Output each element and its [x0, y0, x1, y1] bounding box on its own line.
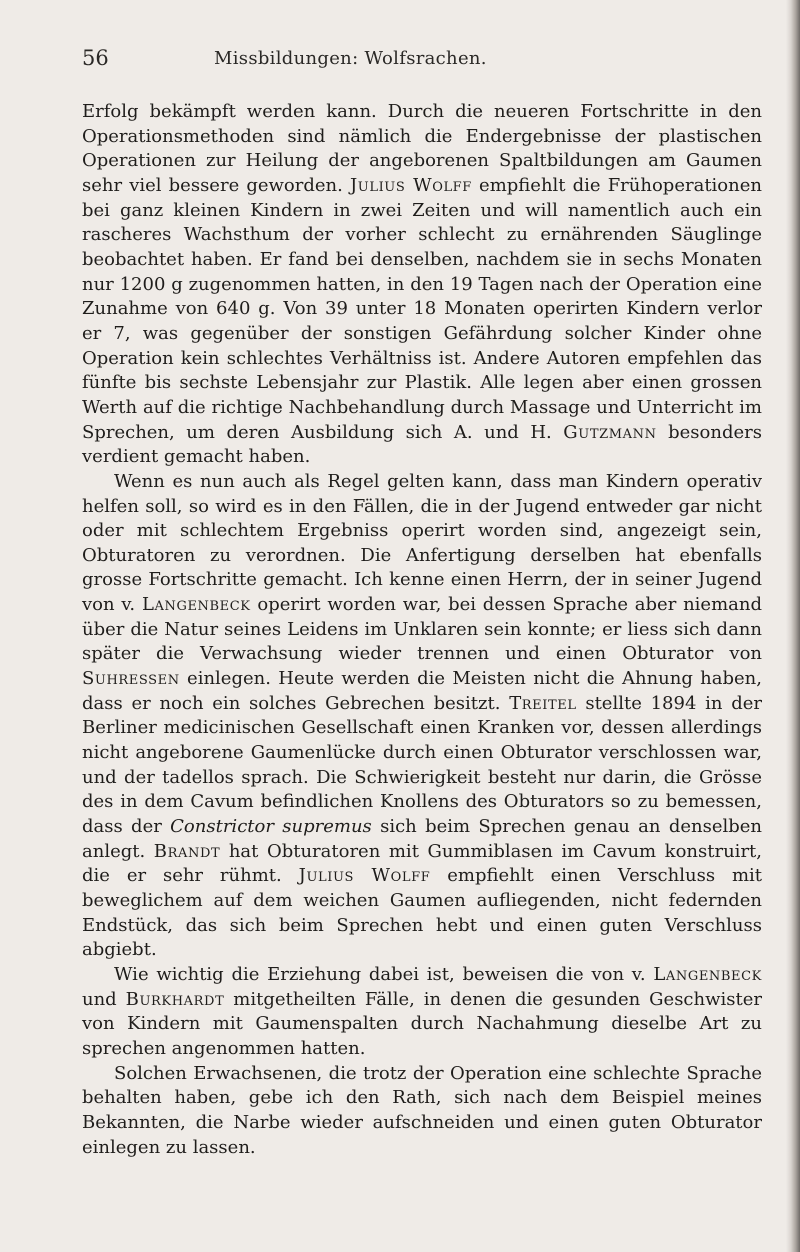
- text-run: operirt worden war, bei dessen Sprache aber niemand über die Natur seines Leidens im Unklaren sein konnte; er liess sich dann später die Verwachsung wieder trennen und einen Obturator von: [82, 594, 763, 665]
- author-name: Gutzmann: [563, 421, 657, 443]
- text-run: empfiehlt die Frühoperationen bei ganz kleinen Kindern in zwei Zeiten und will namentlich auch ein rascheres Wachsthum der vorher schlecht zu ernährenden Säuglinge beobachtet haben. Er fand bei denselben, nachdem sie in sechs Monaten nur 1200 g zugenommen hatten, in den 19 Tagen nach der Operation eine Zunahme von 640 g. Von 39 unter 18 Monaten operirten Kindern verlor er 7, was gegenüber der sonstigen Gefährdung solcher Kinder ohne Operation kein schlechtes Verhältniss ist. Andere Autoren empfehlen das fünfte bis sechste Lebensjahr zur Plastik. Alle legen aber einen grossen Werth auf die richtige Nachbehandlung durch Massage und Unterricht im Sprechen, um deren Ausbildung sich A. und H.: [82, 174, 762, 443]
- paragraph: [82, 963, 762, 1062]
- book-spine-shadow: [786, 0, 800, 1252]
- text-run: einlegen. Heute werden die Meisten nicht die Ahnung haben, dass er noch ein solches Gebrechen besitzt.: [82, 668, 762, 714]
- page-number: 56: [82, 46, 109, 70]
- author-name: Julius Wolff: [298, 865, 431, 887]
- author-name: Suhressen: [82, 668, 180, 690]
- text-run: Wie wichtig die Erziehung dabei ist, beweisen die von v.: [114, 963, 654, 985]
- text-run: hat Obturatoren mit Gummiblasen im Cavum konstruirt, die er sehr rühmt.: [82, 840, 762, 887]
- author-name: Langenbeck: [141, 594, 251, 616]
- author-name: Julius Wolff: [349, 174, 472, 196]
- text-run: mitgetheilten Fälle, in denen die gesunden Geschwister von Kindern mit Gaumenspalten durch Nachahmung dieselbe Art zu sprechen angenommen hatten.: [82, 988, 762, 1059]
- author-name: Treitel: [509, 692, 577, 714]
- text-run: Erfolg bekämpft werden kann. Durch die neueren Fortschritte in den Operationsmethoden sind nämlich die Endergebnisse der plastischen Operationen zur Heilung der angeborenen Spaltbildungen am Gaumen sehr viel bessere geworden.: [82, 101, 762, 196]
- author-name: Burkhardt: [125, 988, 225, 1010]
- text-run: und: [82, 988, 126, 1010]
- text-run: empfiehlt einen Verschluss mit beweglichem auf dem weichen Gaumen aufliegenden, nicht federnden Endstück, das sich beim Sprechen hebt und einen guten Verschluss abgiebt.: [82, 865, 762, 961]
- paragraph: [82, 1062, 762, 1161]
- text-run: besonders verdient gemacht haben.: [82, 421, 762, 468]
- page-header: [82, 46, 762, 76]
- paragraph: [82, 470, 762, 963]
- author-name: Langenbeck: [653, 963, 762, 985]
- author-name: Brandt: [153, 840, 221, 862]
- running-title: Missbildungen: Wolfsrachen.: [214, 48, 487, 69]
- text-run: stellte 1894 in der Berliner medicinischen Gesellschaft einen Kranken vor, dessen allerdings nicht angeborene Gaumenlücke durch einen Obturator verschlossen war, und der tadellos sprach. Die Schwierigkeit besteht nur darin, die Grösse des in dem Cavum befindlichen Knollens des Obturators so zu bemessen, dass der: [82, 692, 762, 838]
- text-run: Solchen Erwachsenen, die trotz der Operation eine schlechte Sprache behalten haben, gebe ich den Rath, sich nach dem Beispiel meines Bekannten, die Narbe wieder aufschneiden und einen guten Obturator einlegen zu lassen.: [82, 1062, 762, 1158]
- text-run: Wenn es nun auch als Regel gelten kann, dass man Kindern operativ helfen soll, so wird es in den Fällen, die in der Jugend entweder gar nicht oder mit schlechtem Ergebniss operirt worden sind, angezeigt sein, Obturatoren zu verordnen. Die Anfertigung derselben hat ebenfalls grosse Fortschritte gemacht. Ich kenne einen Herrn, der in seiner Jugend von v.: [82, 470, 762, 616]
- paragraph: [82, 100, 762, 470]
- body-text: [82, 100, 762, 1160]
- latin-term: Constrictor supremus: [170, 816, 372, 838]
- text-run: sich beim Sprechen genau an denselben anlegt.: [82, 816, 762, 862]
